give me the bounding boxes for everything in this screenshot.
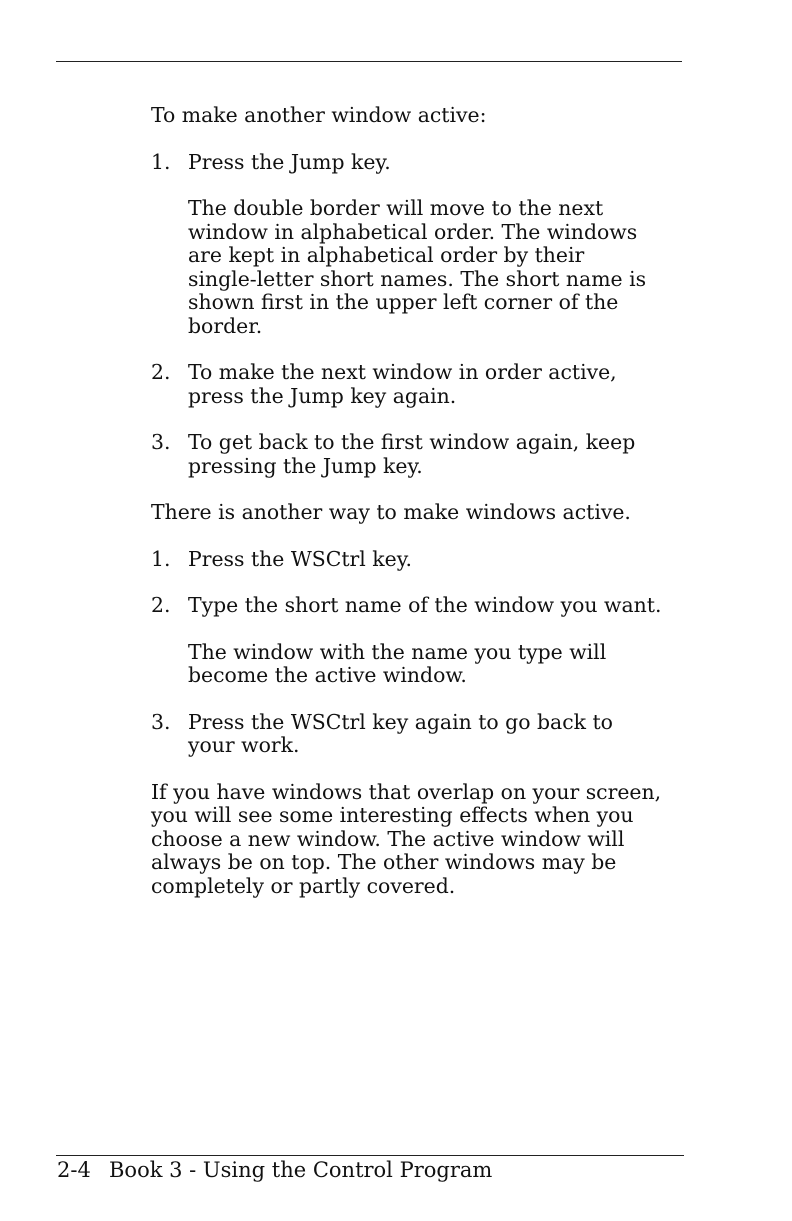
list2-step-1 bbox=[151, 548, 691, 572]
page-footer bbox=[57, 1157, 492, 1183]
list2-step-2 bbox=[151, 594, 691, 618]
step-number: 1. bbox=[151, 546, 171, 571]
closing-line: always be on top. The other windows may be bbox=[151, 850, 617, 874]
intro2-paragraph: There is another way to make windows active. bbox=[151, 500, 631, 524]
step-text: Press the WSCtrl key. bbox=[188, 546, 413, 571]
step-text-line: To get back to the first window again, keep bbox=[188, 430, 636, 454]
closing-line: you will see some interesting effects when you bbox=[151, 803, 634, 827]
step-number: 2. bbox=[151, 593, 171, 617]
closing-line: choose a new window. The active window will bbox=[151, 826, 625, 851]
list1-step-1-note bbox=[188, 197, 691, 338]
step-text: Type the short name of the window you want. bbox=[188, 593, 662, 617]
step-text-line: press the Jump key again. bbox=[188, 383, 457, 408]
step-text-line: pressing the Jump key. bbox=[188, 453, 423, 478]
step-number: 1. bbox=[151, 149, 171, 174]
step-text: Press the Jump key. bbox=[188, 149, 391, 174]
note-line: single-letter short names. The short name is bbox=[188, 266, 647, 291]
footer-rule bbox=[56, 1155, 684, 1156]
step-text-line: Press the WSCtrl key again to go back to bbox=[188, 709, 613, 734]
list1-step-2 bbox=[151, 361, 691, 408]
header-rule bbox=[56, 61, 682, 62]
closing-paragraph bbox=[151, 781, 691, 899]
step-number: 2. bbox=[151, 360, 171, 384]
page-body bbox=[151, 104, 691, 898]
list1-step-1 bbox=[151, 151, 691, 175]
note-line: The window with the name you type will bbox=[188, 639, 607, 664]
note-line: become the active window. bbox=[188, 663, 467, 687]
note-line: border. bbox=[188, 313, 263, 338]
list1-step-3 bbox=[151, 431, 691, 478]
step-text-line: To make the next window in order active, bbox=[188, 360, 617, 384]
note-line: The double border will move to the next bbox=[188, 196, 604, 220]
footer-title: Book 3 - Using the Control Program bbox=[109, 1158, 493, 1182]
closing-line: If you have windows that overlap on your screen, bbox=[151, 779, 662, 804]
step-number: 3. bbox=[151, 430, 171, 454]
closing-line: completely or partly covered. bbox=[151, 873, 456, 898]
list2-step-3 bbox=[151, 711, 691, 758]
note-line: window in alphabetical order. The windows bbox=[188, 219, 638, 244]
page-number: 2-4 bbox=[57, 1158, 91, 1182]
intro-paragraph: To make another window active: bbox=[151, 103, 487, 127]
step-text-line: your work. bbox=[188, 733, 300, 757]
list2-step-2-note bbox=[188, 641, 691, 688]
note-line: shown first in the upper left corner of the bbox=[188, 290, 619, 314]
note-line: are kept in alphabetical order by their bbox=[188, 243, 585, 267]
step-number: 3. bbox=[151, 709, 171, 734]
